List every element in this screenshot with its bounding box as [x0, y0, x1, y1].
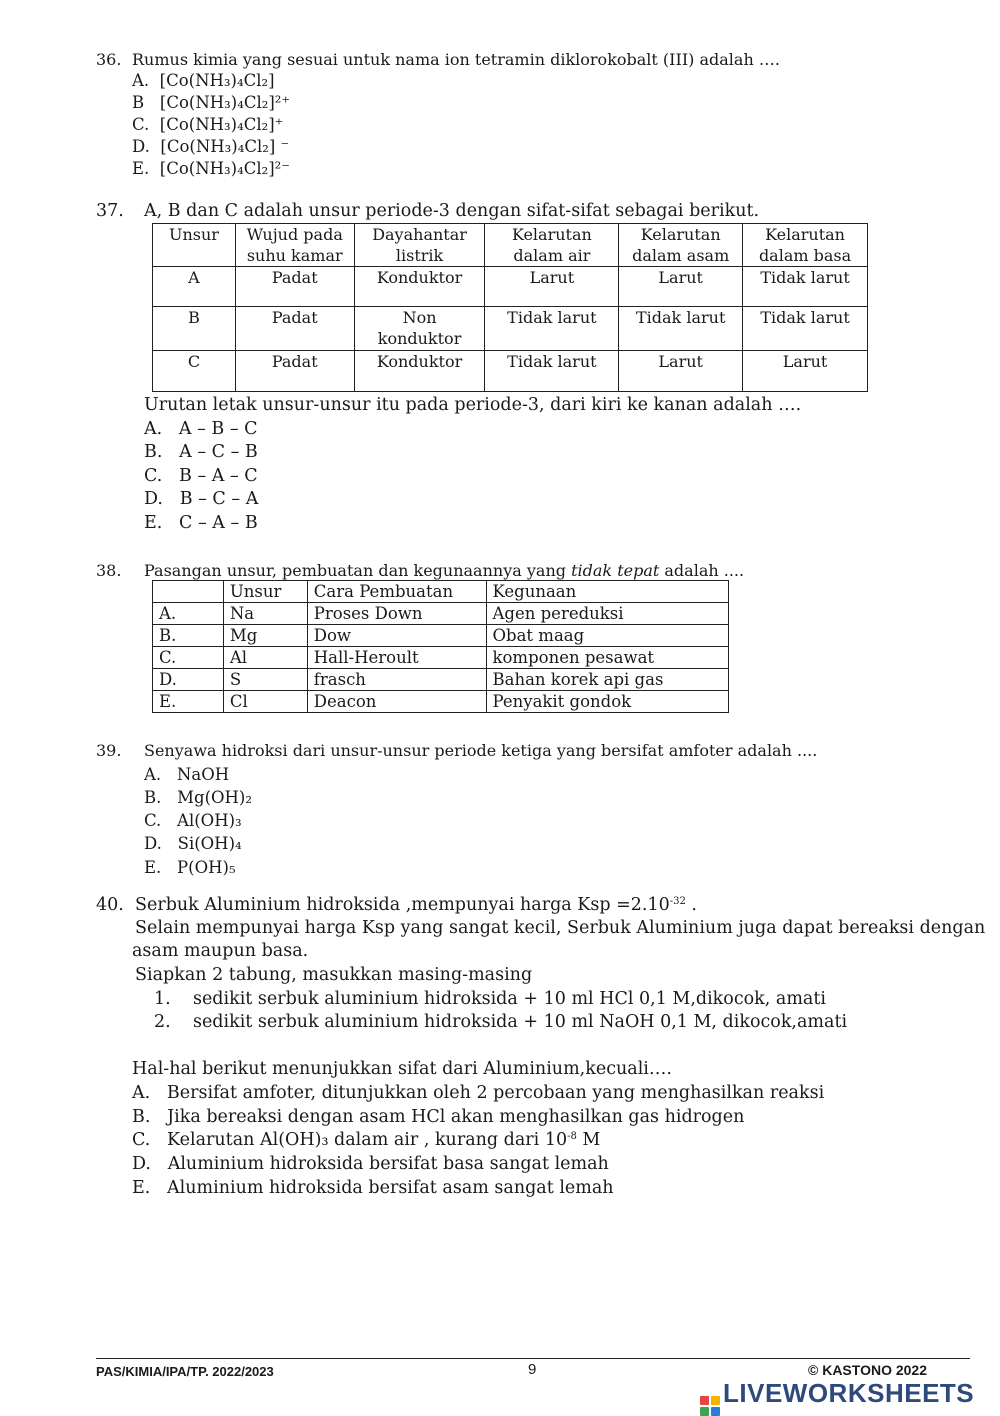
q40-step-1: 1. sedikit serbuk aluminium hidroksida + 10 ml HCl 0,1 M,dikocok, amati — [154, 989, 826, 1009]
q40-option-c: C. Kelarutan Al(OH)₃ dalam air , kurang dari $10^{-8}$ M — [132, 1130, 601, 1150]
q37-header-asam: Kelarutan dalam asam — [619, 224, 743, 267]
q37-table-header-row — [153, 224, 868, 267]
q37-cell-wujud: Padat — [235, 351, 354, 392]
q37-header-air: Kelarutan dalam air — [485, 224, 619, 267]
q39-option-a: A. NaOH — [144, 765, 230, 784]
q37-cell-daya: Konduktor — [354, 351, 485, 392]
q40-option-b: B. Jika bereaksi dengan asam HCl akan menghasilkan gas hidrogen — [132, 1107, 745, 1127]
q36-option-d: D. [Co(NH₃)₄Cl₂] ⁻ — [132, 137, 290, 156]
q37-cell-unsur: B — [153, 307, 236, 351]
q37-cell-asam: Tidak larut — [619, 307, 743, 351]
q37-option-a: A. A – B – C — [144, 419, 258, 439]
q37-cell-air: Tidak larut — [485, 307, 619, 351]
liveworksheets-logo-icon — [700, 1396, 720, 1416]
q40-line3: asam maupun basa. — [132, 941, 309, 961]
q36-option-e: E. [Co(NH₃)₄Cl₂]²⁻ — [132, 159, 291, 178]
q37-cell-asam: Larut — [619, 351, 743, 392]
table-row — [153, 267, 868, 307]
footer-copyright: © KASTONO 2022 — [808, 1362, 927, 1378]
q37-cell-basa: Larut — [743, 351, 868, 392]
q38-text: Pasangan unsur, pembuatan dan kegunaannya yang tidak tepat adalah .... — [144, 561, 745, 580]
q39-option-b: B. Mg(OH)₂ — [144, 788, 252, 807]
q37-number: 37. — [96, 201, 124, 221]
table-row: A. Na Proses Down Agen pereduksi — [153, 603, 729, 625]
q40-option-d: D. Aluminium hidroksida bersifat basa sangat lemah — [132, 1154, 609, 1174]
q39-option-c: C. Al(OH)₃ — [144, 811, 242, 830]
q37-header-daya: Dayahantar listrik — [354, 224, 485, 267]
q37-cell-air: Tidak larut — [485, 351, 619, 392]
q40-option-e: E. Aluminium hidroksida bersifat asam sangat lemah — [132, 1178, 614, 1198]
q37-cell-air: Larut — [485, 267, 619, 307]
logo-tile — [700, 1396, 709, 1405]
footer-rule — [96, 1358, 970, 1359]
page-number: 9 — [528, 1361, 537, 1378]
logo-tile — [711, 1396, 720, 1405]
logo-tile — [700, 1407, 709, 1416]
q37-cell-wujud: Padat — [235, 307, 354, 351]
q36-option-b: B [Co(NH₃)₄Cl₂]²⁺ — [132, 93, 291, 112]
q39-option-d: D. Si(OH)₄ — [144, 834, 242, 853]
q38-header-kegunaan: Kegunaan — [486, 581, 729, 603]
q40-question: Hal-hal berikut menunjukkan sifat dari Aluminium,kecuali…. — [132, 1059, 672, 1079]
q37-table — [152, 223, 868, 392]
q37-cell-basa: Tidak larut — [743, 307, 868, 351]
table-row: E. Cl Deacon Penyakit gondok — [153, 691, 729, 713]
q36-text: Rumus kimia yang sesuai untuk nama ion tetramin diklorokobalt (III) adalah …. — [132, 50, 780, 69]
q37-cell-wujud: Padat — [235, 267, 354, 307]
q36-number: 36. — [96, 50, 122, 69]
q37-cell-asam: Larut — [619, 267, 743, 307]
liveworksheets-logo-text: LIVEWORKSHEETS — [723, 1378, 975, 1408]
q37-option-c: C. B – A – C — [144, 466, 258, 486]
q39-option-e: E. P(OH)₅ — [144, 858, 236, 877]
q38-header-unsur: Unsur — [223, 581, 307, 603]
q38-table — [152, 580, 729, 713]
q40-step-2: 2. sedikit serbuk aluminium hidroksida + 10 ml NaOH 0,1 M, dikocok,amati — [154, 1012, 848, 1032]
logo-tile — [711, 1407, 720, 1416]
q39-number: 39. — [96, 741, 122, 760]
table-row — [153, 307, 868, 351]
q37-header-basa: Kelarutan dalam basa — [743, 224, 868, 267]
footer-left: PAS/KIMIA/IPA/TP. 2022/2023 — [96, 1364, 274, 1379]
q40-line4: Siapkan 2 tabung, masukkan masing-masing — [135, 965, 533, 985]
q37-header-wujud: Wujud pada suhu kamar — [235, 224, 354, 267]
q37-header-unsur: Unsur — [153, 224, 236, 267]
q39-text: Senyawa hidroksi dari unsur-unsur periode ketiga yang bersifat amfoter adalah .... — [144, 741, 818, 760]
q37-cell-basa: Tidak larut — [743, 267, 868, 307]
q38-number: 38. — [96, 561, 122, 580]
q38-header-cara: Cara Pembuatan — [307, 581, 486, 603]
q37-cell-unsur: C — [153, 351, 236, 392]
table-row — [153, 351, 868, 392]
q36-option-a: A. [Co(NH₃)₄Cl₂] — [132, 71, 275, 90]
q38-table-header-row — [153, 581, 729, 603]
q36-option-c: C. [Co(NH₃)₄Cl₂]⁺ — [132, 115, 284, 134]
q37-option-b: B. A – C – B — [144, 442, 258, 462]
q37-cell-daya: Konduktor — [354, 267, 485, 307]
table-row: C. Al Hall-Heroult komponen pesawat — [153, 647, 729, 669]
q38-header-label — [153, 581, 224, 603]
q37-text: A, B dan C adalah unsur periode-3 dengan sifat-sifat sebagai berikut. — [144, 201, 760, 221]
table-row: B. Mg Dow Obat maag — [153, 625, 729, 647]
q40-line1: Serbuk Aluminium hidroksida ,mempunyai harga Ksp $=2.10^{-32}$ . — [135, 895, 697, 915]
q37-cell-unsur: A — [153, 267, 236, 307]
q37-option-d: D. B – C – A — [144, 489, 259, 509]
table-row: D. S frasch Bahan korek api gas — [153, 669, 729, 691]
q37-option-e: E. C – A – B — [144, 513, 258, 533]
q37-question: Urutan letak unsur-unsur itu pada periode-3, dari kiri ke kanan adalah …. — [144, 395, 802, 415]
q37-cell-daya: Non konduktor — [354, 307, 485, 351]
q40-line2: Selain mempunyai harga Ksp yang sangat kecil, Serbuk Aluminium juga dapat bereaksi dengan — [135, 918, 986, 938]
q40-number: 40. — [96, 895, 124, 915]
liveworksheets-logo — [700, 1378, 974, 1416]
q40-option-a: A. Bersifat amfoter, ditunjukkan oleh 2 percobaan yang menghasilkan reaksi — [132, 1083, 825, 1103]
